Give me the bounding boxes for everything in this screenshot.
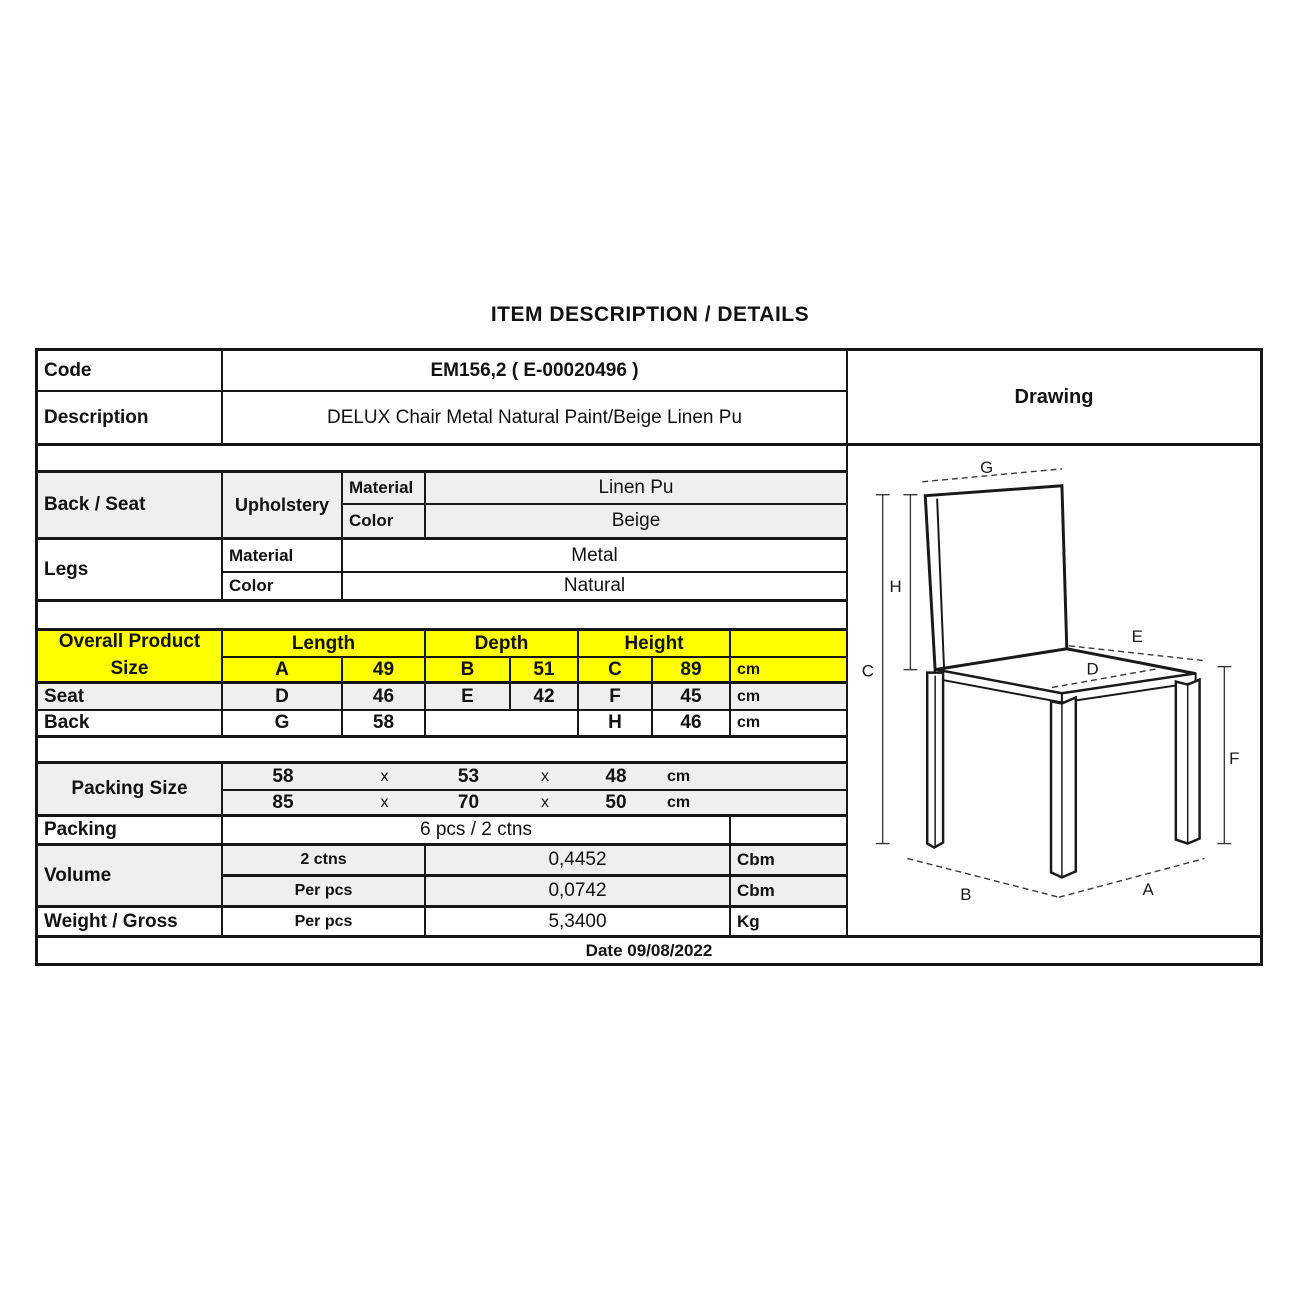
dim-label-B: B — [960, 885, 972, 905]
packing-dim-value: 70 — [457, 791, 480, 813]
packing-dim-value: 48 — [605, 765, 627, 787]
chair-back-panel — [925, 486, 1067, 671]
seat-label: Seat — [38, 684, 223, 711]
spacer-row — [38, 446, 848, 473]
chair-drawing — [848, 446, 1260, 935]
upholstery-material-value: Linen Pu — [426, 473, 848, 505]
spacer-row — [38, 738, 848, 764]
back-unit: cm — [731, 711, 848, 738]
dim-label-F: F — [1229, 749, 1240, 769]
dim-label-D: D — [1086, 659, 1099, 679]
packing-times: x — [380, 793, 389, 811]
dim-label-E: E — [1131, 626, 1143, 646]
dim-label-C: C — [861, 661, 874, 681]
weight-value: 5,3400 — [426, 908, 731, 938]
packing-dim-value: 50 — [605, 791, 627, 813]
code-label: Code — [38, 351, 223, 392]
volume-unit: Cbm — [731, 877, 848, 908]
overall-size-label-line1: Overall Product — [58, 631, 201, 653]
seat-unit: cm — [731, 684, 848, 711]
packing-unit: cm — [667, 767, 691, 785]
legs-material-label: Material — [223, 540, 343, 573]
length-header: Length — [223, 631, 426, 658]
drawing-header: Drawing — [848, 351, 1260, 446]
packing-times: x — [541, 767, 549, 785]
page-title: ITEM DESCRIPTION / DETAILS — [490, 303, 810, 326]
dim-line-A — [1059, 858, 1205, 900]
packing-times: x — [541, 793, 549, 811]
packing-unit: cm — [667, 793, 691, 811]
spec-table — [35, 348, 1263, 966]
volume-label: Volume — [38, 846, 223, 908]
code-value: EM156,2 ( E-00020496 ) — [223, 351, 848, 392]
overall-depth-key: B — [426, 658, 511, 684]
depth-header: Depth — [426, 631, 579, 658]
overall-size-label-line2: Size — [110, 658, 149, 679]
overall-size-label — [38, 631, 223, 684]
dim-label-A: A — [1142, 880, 1154, 900]
overall-length-key: A — [223, 658, 343, 684]
overall-depth-value: 51 — [511, 658, 579, 684]
volume-value: 0,0742 — [426, 877, 731, 908]
description-label: Description — [38, 392, 223, 446]
legs-color-label: Color — [223, 573, 343, 602]
volume-value: 0,4452 — [426, 846, 731, 877]
dim-line-B — [907, 858, 1059, 897]
legs-material-value: Metal — [343, 540, 848, 573]
back-height-value: 46 — [653, 711, 731, 738]
chair-leg-front — [1051, 697, 1076, 877]
back-seat-label: Back / Seat — [38, 473, 223, 540]
packing-size-row — [223, 791, 848, 817]
back-depth-empty — [426, 711, 579, 738]
packing-empty — [731, 817, 848, 846]
description-value: DELUX Chair Metal Natural Paint/Beige Linen Pu — [223, 392, 848, 446]
packing-dim-value: 85 — [272, 791, 294, 813]
packing-size-row — [223, 764, 848, 791]
seat-depth-value: 42 — [511, 684, 579, 711]
overall-height-value: 89 — [653, 658, 731, 684]
seat-height-key: F — [579, 684, 653, 711]
date-row: Date 09/08/2022 — [585, 940, 713, 960]
volume-qty: Per pcs — [223, 877, 426, 908]
overall-unit: cm — [731, 658, 848, 684]
packing-value: 6 pcs / 2 ctns — [223, 817, 731, 846]
weight-label: Weight / Gross — [38, 908, 223, 938]
upholstery-color-label: Color — [343, 505, 426, 540]
packing-times: x — [380, 767, 389, 785]
volume-qty: 2 ctns — [223, 846, 426, 877]
seat-depth-key: E — [426, 684, 511, 711]
overall-height-key: C — [579, 658, 653, 684]
seat-length-value: 46 — [343, 684, 426, 711]
upholstery-material-label: Material — [343, 473, 426, 505]
upholstery-color-value: Beige — [426, 505, 848, 540]
size-unit-header-empty — [731, 631, 848, 658]
dim-label-H: H — [889, 577, 902, 597]
overall-length-value: 49 — [343, 658, 426, 684]
back-label: Back — [38, 711, 223, 738]
packing-label: Packing — [38, 817, 223, 846]
packing-dim-value: 58 — [272, 765, 294, 787]
back-height-key: H — [579, 711, 653, 738]
back-length-key: G — [223, 711, 343, 738]
back-length-value: 58 — [343, 711, 426, 738]
legs-color-value: Natural — [343, 573, 848, 602]
weight-unit: Kg — [731, 908, 848, 938]
weight-qty: Per pcs — [223, 908, 426, 938]
height-header: Height — [579, 631, 731, 658]
seat-length-key: D — [223, 684, 343, 711]
legs-label: Legs — [38, 540, 223, 602]
packing-dim-value: 53 — [457, 765, 480, 787]
upholstery-label: Upholstery — [223, 473, 343, 540]
volume-unit: Cbm — [731, 846, 848, 877]
packing-size-label: Packing Size — [38, 764, 223, 817]
seat-height-value: 45 — [653, 684, 731, 711]
dim-label-G: G — [980, 457, 994, 477]
drawing-area — [848, 446, 1260, 938]
spacer-row — [38, 602, 848, 631]
